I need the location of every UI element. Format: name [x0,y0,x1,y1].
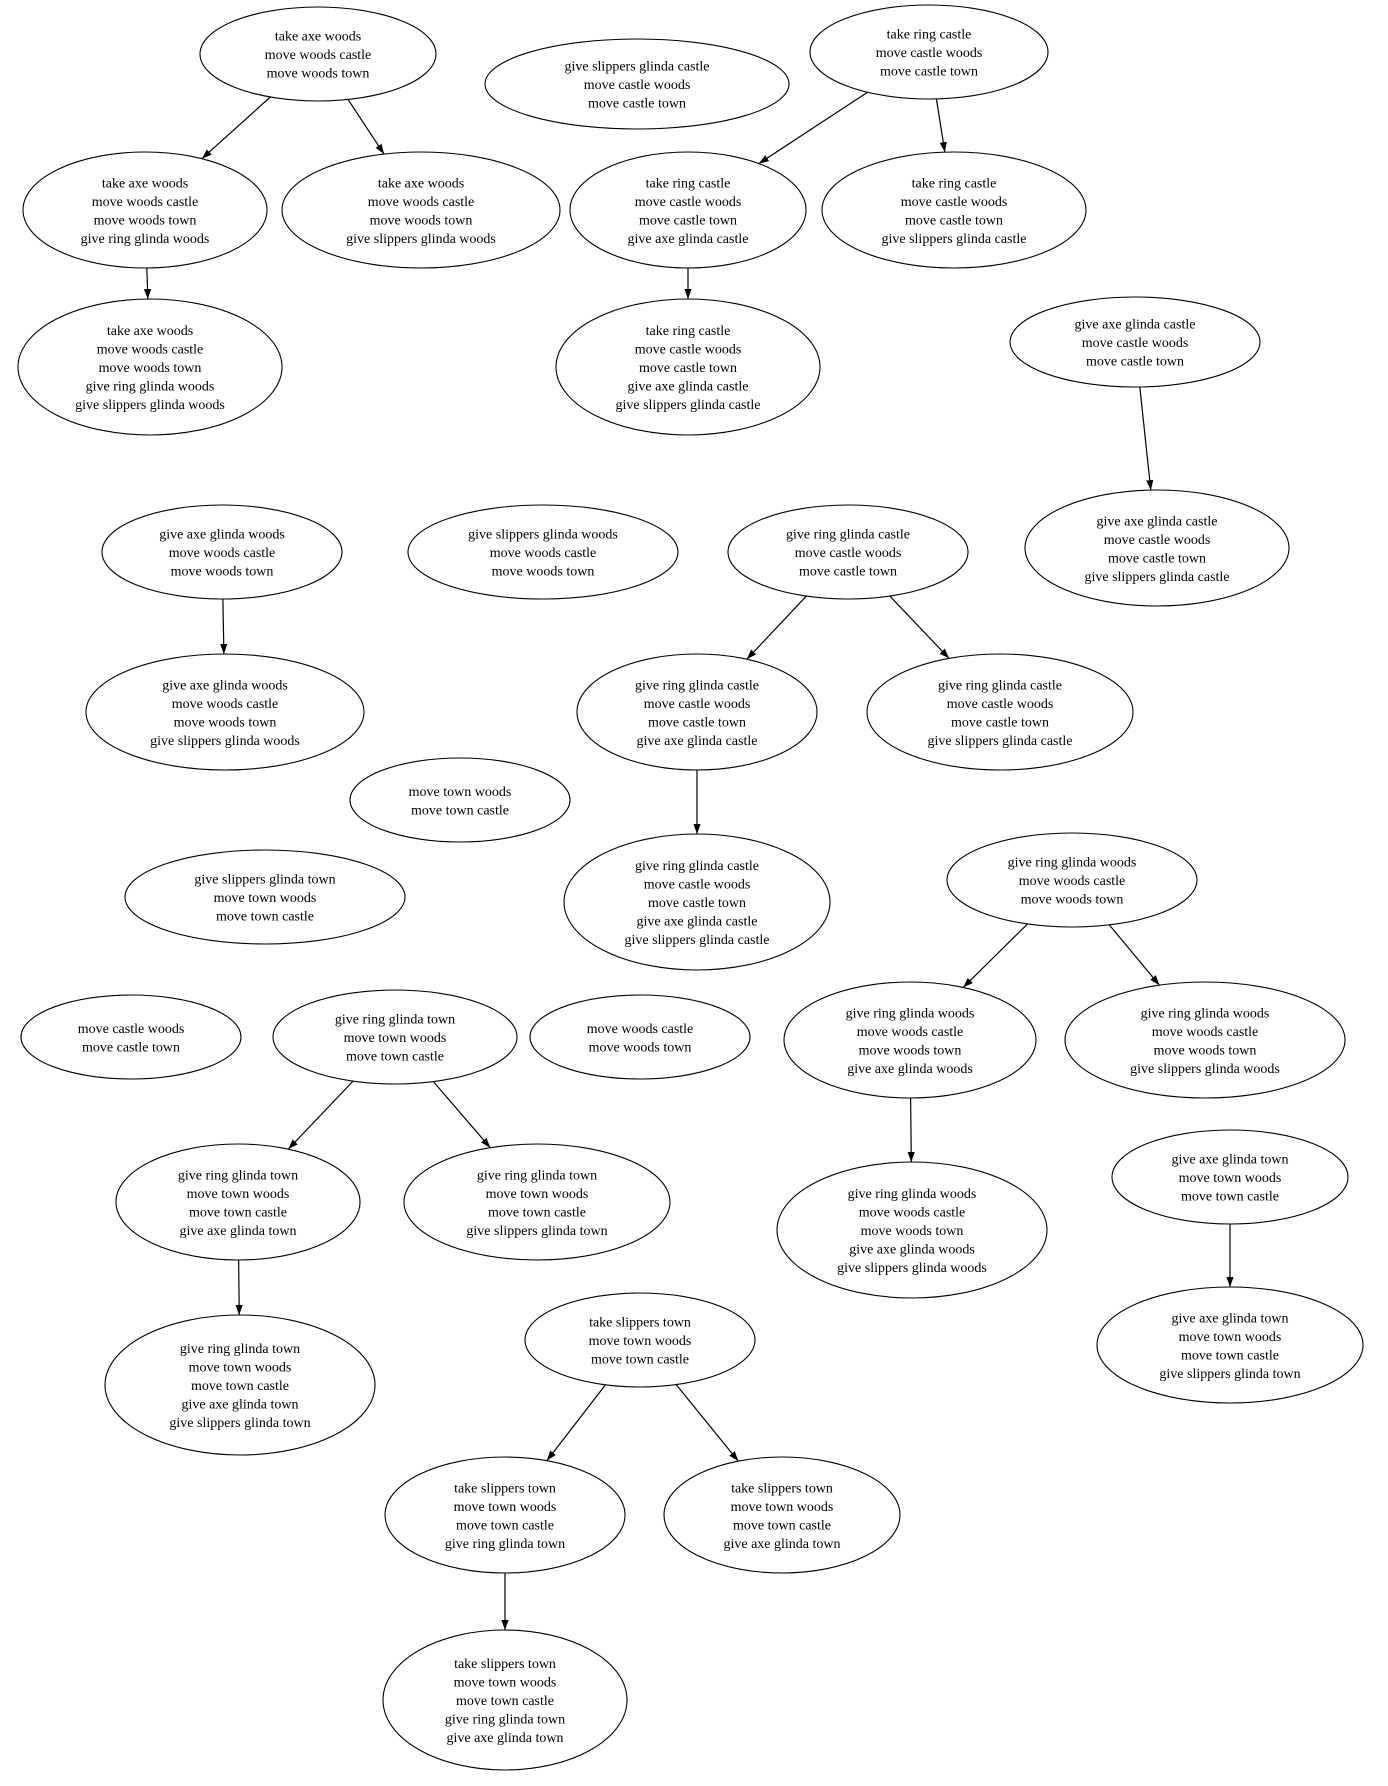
node-ellipse-i2 [404,1144,670,1260]
node-label-c3 [1075,318,1196,370]
node-ellipse-h1 [21,995,241,1079]
graph-node-j1 [105,1315,375,1455]
graph-edge-a3-b4 [936,99,944,152]
node-label-line: give axe glinda woods [159,527,285,543]
node-label-line: move castle woods [1081,336,1189,351]
graph-node-c1 [18,299,282,435]
node-ellipse-i1 [116,1144,360,1260]
node-label-line: give slippers glinda town [466,1223,608,1239]
node-label-line: move castle town [588,96,686,112]
node-label-a3 [876,28,983,80]
node-ellipse-b1 [23,152,267,268]
node-label-line: move woods castle [168,546,276,561]
node-label-j2 [589,1316,692,1368]
node-label-line: move woods town [173,715,277,731]
node-ellipse-c4 [1025,490,1289,606]
node-label-line: give ring glinda town [444,1712,566,1728]
graph-node-i3 [777,1162,1047,1298]
node-label-line: give slippers glinda castle [927,733,1073,749]
node-label-line: give axe glinda woods [847,1061,973,1077]
node-label-line: take axe woods [106,324,194,339]
node-label-line: give axe glinda castle [1096,514,1218,530]
node-label-line: move woods town [1020,892,1124,908]
node-label-line: move town castle [216,909,314,925]
node-layer [18,5,1363,1770]
node-label-line: give slippers glinda castle [564,59,710,75]
graph-node-c3 [1010,297,1260,387]
node-label-line: give ring glinda town [179,1342,301,1357]
node-label-line: move castle woods [875,46,983,61]
graph-node-b4 [822,152,1086,268]
node-label-line: move castle woods [946,696,1054,712]
node-label-line: move town castle [191,1379,289,1394]
node-ellipse-f1 [350,758,570,842]
node-label-line: give axe glinda town [1171,1152,1289,1168]
node-label-line: move castle woods [77,1021,185,1037]
node-ellipse-h5 [1065,982,1345,1098]
graph-node-h5 [1065,982,1345,1098]
node-label-l1 [445,1657,565,1746]
node-label-line: give ring glinda castle [634,678,760,694]
node-label-line: move town castle [456,1694,554,1709]
graph-node-c2 [556,299,820,435]
node-label-line: take ring castle [886,27,972,43]
node-label-line: move town castle [189,1205,287,1221]
node-label-line: move castle town [951,715,1049,731]
node-ellipse-e1 [86,654,364,770]
graph-node-j2 [525,1293,755,1387]
node-label-line: move woods castle [586,1021,694,1037]
node-label-line: give ring glinda town [476,1168,598,1184]
node-label-line: move castle woods [643,696,751,712]
node-label-line: give slippers glinda woods [75,398,225,413]
node-label-line: give axe glinda town [723,1536,841,1552]
node-label-line: move castle town [648,896,746,911]
node-label-line: move town woods [343,1031,447,1046]
node-label-i4 [1171,1153,1288,1205]
node-label-line: move woods town [266,66,370,82]
node-label-line: move woods town [369,213,473,229]
node-label-line: move castle town [880,64,978,80]
node-label-line: give ring glinda town [444,1536,566,1552]
graph-node-j3 [1097,1287,1363,1403]
node-label-line: move castle town [639,213,737,229]
node-label-line: give slippers glinda town [169,1416,311,1431]
graph-edge-i1-j1 [239,1260,240,1315]
node-label-line: move town castle [591,1352,689,1368]
node-label-line: move castle town [82,1040,180,1056]
graph-edge-h2-i2 [433,1082,490,1148]
node-label-line: give ring glinda town [177,1168,299,1184]
node-label-line: give ring glinda woods [1140,1006,1270,1022]
node-label-line: move woods castle [264,48,372,63]
node-label-line: give ring glinda woods [847,1187,977,1202]
graph-node-i1 [116,1144,360,1260]
graph-edge-c3-c4 [1140,387,1151,490]
node-label-line: move town woods [188,1360,292,1376]
node-label-line: move woods castle [171,696,279,712]
graph-edge-a1-b2 [348,99,384,154]
node-label-line: give axe glinda town [181,1397,299,1413]
node-label-line: move castle woods [643,877,751,893]
node-label-line: give ring glinda castle [634,859,760,874]
node-label-line: give axe glinda woods [849,1242,975,1258]
node-label-line: move woods castle [1018,874,1126,889]
graph-edge-j2-k2 [676,1385,738,1462]
node-label-line: take slippers town [454,1481,556,1497]
graph-node-g1 [125,850,405,944]
node-ellipse-b4 [822,152,1086,268]
node-label-line: move town castle [733,1518,831,1534]
node-label-line: move town woods [213,891,317,906]
node-label-line: give ring glinda woods [85,379,215,395]
node-label-line: move castle woods [634,342,742,358]
node-label-line: take axe woods [101,176,189,192]
node-label-line: give slippers glinda castle [881,231,1027,247]
graph-node-i4 [1112,1130,1348,1224]
node-label-line: take axe woods [377,176,465,192]
node-label-line: move town woods [408,784,512,800]
node-label-line: move castle town [639,361,737,376]
node-label-g3 [1008,856,1137,908]
node-label-line: move castle woods [634,194,742,210]
graph-node-h4 [784,982,1036,1098]
node-label-line: move town castle [1181,1348,1279,1364]
node-label-line: move town woods [186,1186,290,1202]
graph-node-d1 [102,505,342,599]
node-label-line: move woods castle [856,1024,964,1040]
node-label-line: give ring glinda castle [785,527,911,543]
graph-node-a2 [485,39,789,129]
node-label-line: give axe glinda woods [162,678,288,694]
node-label-line: give slippers glinda woods [1130,1061,1280,1077]
node-ellipse-e3 [867,654,1133,770]
node-label-line: move castle woods [794,546,902,561]
node-label-line: move town woods [1178,1329,1282,1345]
graph-node-e1 [86,654,364,770]
graph-node-a1 [200,7,436,101]
node-label-line: move woods castle [96,342,204,358]
graph-node-h1 [21,995,241,1079]
node-label-line: move castle town [648,715,746,731]
graph-node-f1 [350,758,570,842]
node-label-line: move town castle [488,1205,586,1221]
graph-node-d3 [728,505,968,599]
graph-edge-g3-h4 [963,924,1027,988]
node-label-line: give ring glinda woods [845,1006,975,1022]
node-label-line: give axe glinda town [179,1223,297,1239]
node-label-line: take ring castle [645,324,731,339]
node-label-line: move castle town [799,564,897,580]
graph-edge-a1-b1 [202,97,270,159]
node-label-line: move town woods [1178,1171,1282,1186]
node-label-line: move woods castle [489,546,597,561]
graph-node-d2 [408,505,678,599]
graph-node-i2 [404,1144,670,1260]
node-label-h2 [335,1013,455,1065]
node-label-line: move town castle [411,803,509,819]
node-ellipse-b3 [570,152,806,268]
graph-edge-d3-e3 [890,596,949,658]
node-ellipse-j3 [1097,1287,1363,1403]
graph-node-k2 [664,1457,900,1573]
node-label-a1 [265,30,372,82]
graph-node-e2 [577,654,817,770]
node-label-line: give axe glinda castle [636,914,758,930]
node-label-line: give slippers glinda town [1159,1366,1301,1382]
graph-node-g3 [947,833,1197,927]
graph-edge-h2-i1 [288,1081,353,1149]
node-label-line: move woods town [491,564,595,580]
graph-node-l1 [383,1630,627,1770]
node-label-line: move castle town [1108,551,1206,567]
node-label-line: move castle town [905,213,1003,229]
node-label-line: move town woods [730,1499,834,1515]
node-label-line: move castle woods [583,78,691,93]
graph-node-b2 [282,152,560,268]
node-label-line: give axe glinda town [446,1731,564,1746]
node-label-line: move woods town [858,1043,962,1059]
node-label-line: give slippers glinda castle [615,398,761,413]
node-ellipse-b2 [282,152,560,268]
node-label-line: move woods town [170,564,274,580]
node-label-line: move town woods [485,1186,589,1202]
node-label-line: take slippers town [454,1657,556,1672]
node-label-line: give axe glinda castle [636,733,758,749]
graph-edge-b1-c1 [147,268,148,299]
node-label-line: give ring glinda woods [1007,855,1137,871]
node-ellipse-h3 [530,995,750,1079]
node-ellipse-k2 [664,1457,900,1573]
node-label-line: move woods castle [367,194,475,210]
node-label-line: move town woods [453,1499,557,1515]
node-label-line: give slippers glinda castle [624,933,770,948]
node-label-line: move castle town [1086,354,1184,370]
node-label-line: move woods castle [858,1205,966,1221]
graph-edge-j2-k1 [547,1385,605,1461]
node-label-line: move town castle [1181,1189,1279,1205]
node-ellipse-e2 [577,654,817,770]
node-label-line: give axe glinda town [1171,1311,1289,1327]
node-ellipse-h4 [784,982,1036,1098]
node-label-line: give ring glinda town [334,1012,456,1028]
node-label-line: give slippers glinda woods [150,733,300,749]
node-label-line: move woods castle [1151,1024,1259,1040]
node-label-line: give slippers glinda woods [346,231,496,247]
node-label-line: move town castle [456,1518,554,1534]
graph-node-a3 [810,5,1048,99]
node-label-line: take slippers town [589,1315,691,1331]
graph-node-b3 [570,152,806,268]
graph-edge-d1-e1 [223,599,224,654]
graph-node-e3 [867,654,1133,770]
node-label-line: move woods town [93,213,197,229]
node-label-line: give axe glinda castle [1074,317,1196,333]
node-label-line: move castle woods [1103,532,1211,548]
node-label-d1 [159,528,285,580]
graph-node-g2 [564,834,830,970]
node-label-d3 [786,528,910,580]
node-label-line: give ring glinda castle [937,678,1063,694]
node-label-line: give slippers glinda town [194,872,336,888]
node-label-line: move town castle [346,1049,444,1065]
node-label-line: move town woods [453,1675,557,1691]
node-label-line: move woods town [1153,1043,1257,1059]
node-label-line: give slippers glinda woods [837,1261,987,1276]
node-label-line: move woods castle [91,194,199,210]
graph-node-c4 [1025,490,1289,606]
node-label-line: take ring castle [911,176,997,192]
node-label-line: take ring castle [645,176,731,192]
node-label-line: give axe glinda castle [627,379,749,395]
node-label-line: give ring glinda woods [80,231,210,247]
node-label-line: give slippers glinda castle [1084,569,1230,585]
graph-node-k1 [385,1457,625,1573]
graph-edge-g3-h5 [1109,925,1159,985]
graph-node-h3 [530,995,750,1079]
node-label-line: take slippers town [731,1481,833,1497]
graph-edge-h4-i3 [911,1098,912,1162]
graph-node-h2 [273,990,517,1084]
graph-edge-d3-e2 [747,596,807,659]
node-label-line: take axe woods [274,29,362,45]
node-label-line: give axe glinda castle [627,231,749,247]
node-label-line: give slippers glinda woods [468,527,618,543]
node-label-line: move woods town [98,361,202,376]
node-label-line: move woods town [860,1224,964,1239]
node-label-line: move woods town [588,1040,692,1056]
node-ellipse-k1 [385,1457,625,1573]
graph-node-b1 [23,152,267,268]
node-label-line: move town woods [588,1334,692,1349]
node-label-line: move castle woods [900,194,1008,210]
